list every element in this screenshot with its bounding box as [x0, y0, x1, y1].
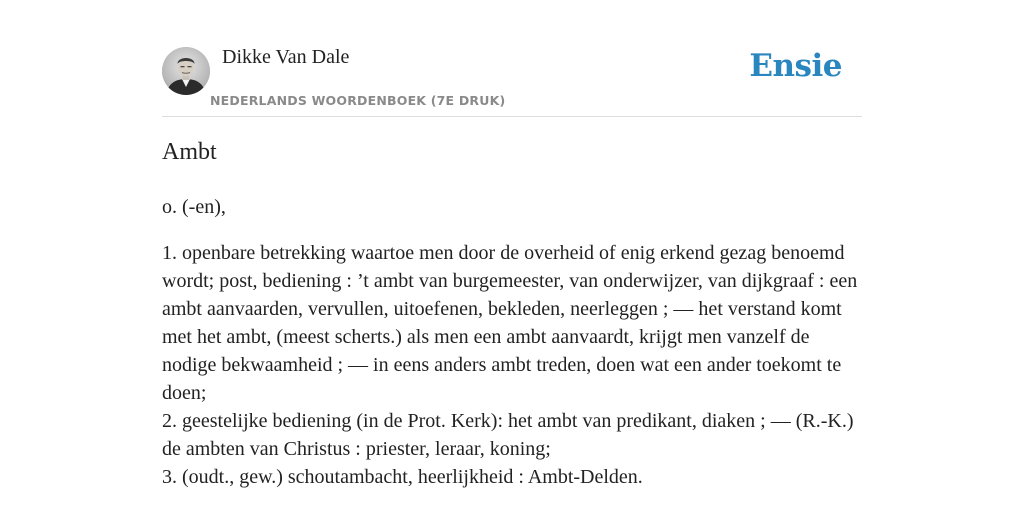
definition-item: 3. (oudt., gew.) schoutambacht, heerlijkheid : Ambt-Delden.: [162, 466, 643, 488]
source-label[interactable]: NEDERLANDS WOORDENBOEK (7E DRUK): [210, 93, 506, 108]
author-avatar[interactable]: [162, 47, 210, 95]
definition-item: 2. geestelijke bediening (in de Prot. Kerk): het ambt van predikant, diaken ; — (R.-K.) de ambten van Christus : priester, leraar, koning;: [162, 410, 854, 460]
entry-title: Ambt: [162, 139, 217, 165]
entry-definitions: [162, 239, 867, 491]
page-header: [162, 44, 862, 117]
portrait-photo-icon: [162, 47, 210, 95]
definition-item: 1. openbare betrekking waartoe men door de overheid of enig erkend gezag benoemd wordt; post, bediening : ’t ambt van burgemeester, van onderwijzer, van dijkgraaf : een ambt aanvaarden, vervullen, uitoefenen, bekleden, neerleggen ; — het verstand komt met het ambt, (meest scherts.) als men een ambt aanvaardt, krijgt men vanzelf de nodige bekwaamheid ; — in eens anders ambt treden, doen wat een ander toekomt te doen;: [162, 242, 858, 404]
ensie-logo[interactable]: Ensie: [749, 48, 842, 84]
author-name[interactable]: Dikke Van Dale: [222, 46, 350, 68]
entry-grammar: o. (-en),: [162, 196, 226, 218]
